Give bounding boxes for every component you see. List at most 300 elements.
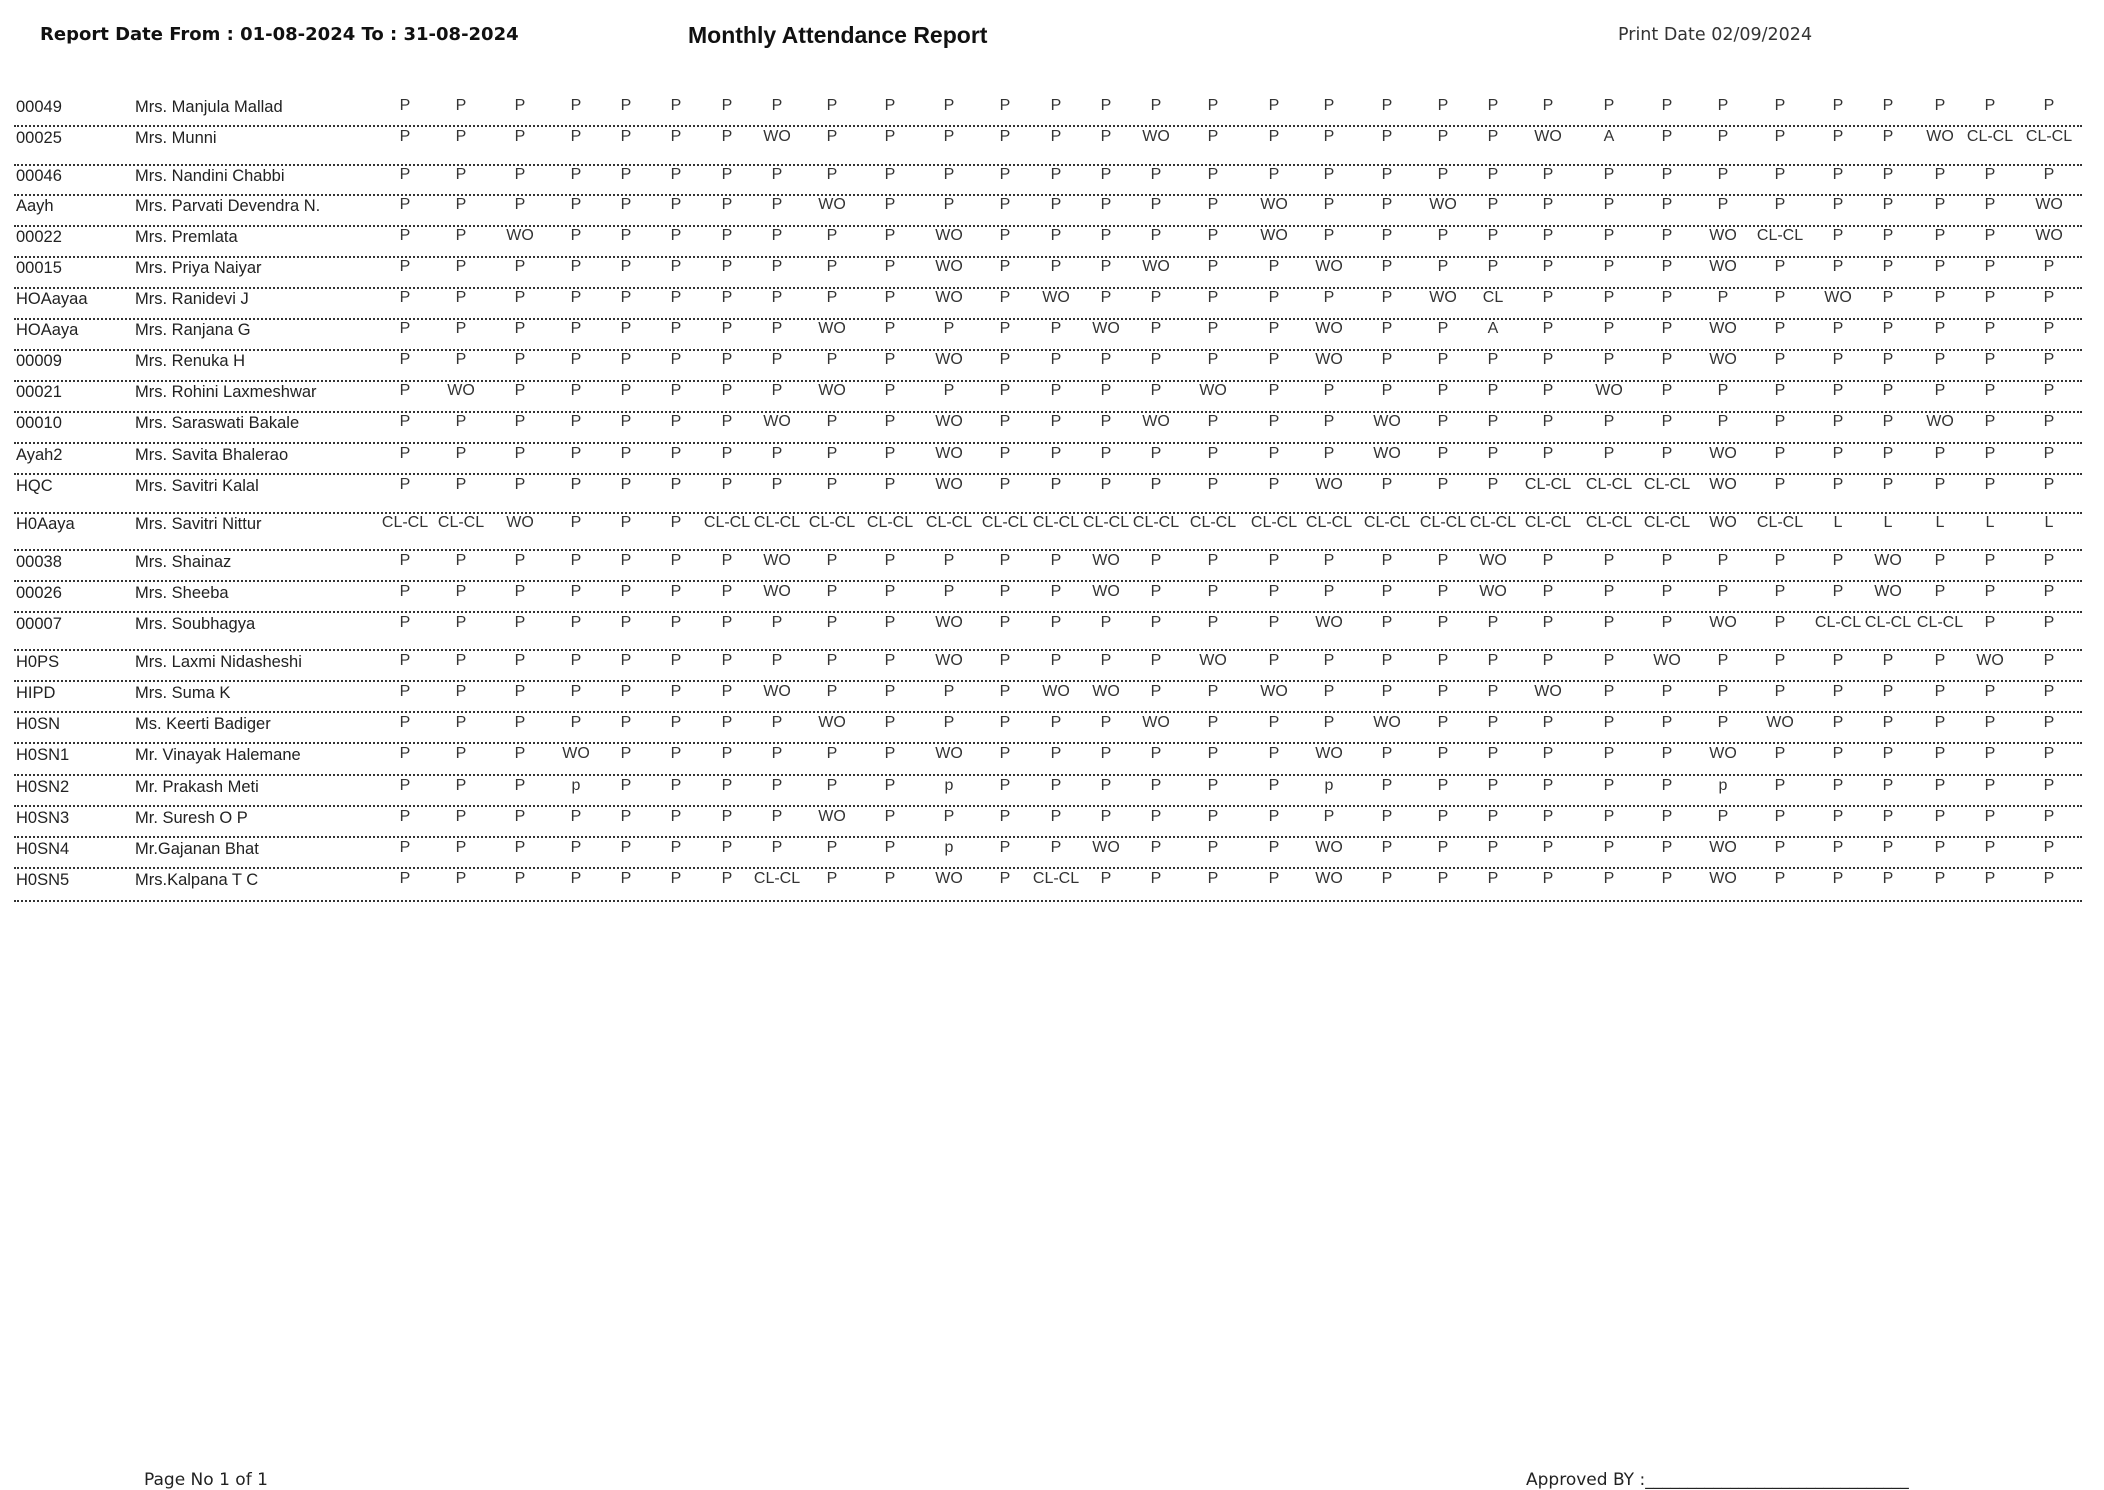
attendance-cell: P xyxy=(943,97,955,114)
attendance-cell: P xyxy=(570,714,582,731)
attendance-cell: P xyxy=(771,445,783,462)
attendance-cell: P xyxy=(884,614,896,631)
attendance-cell: WO xyxy=(1260,683,1288,700)
attendance-cell: P xyxy=(1050,320,1062,337)
attendance-cell: P xyxy=(771,839,783,856)
attendance-cell: P xyxy=(1774,476,1786,493)
attendance-cell: P xyxy=(826,445,838,462)
attendance-cell: P xyxy=(620,128,632,145)
attendance-cell: P xyxy=(771,351,783,368)
attendance-cell: P xyxy=(1542,227,1554,244)
attendance-cell: P xyxy=(1832,382,1844,399)
attendance-cell: P xyxy=(1268,445,1280,462)
attendance-cell: P xyxy=(670,652,682,669)
attendance-cell: P xyxy=(1100,97,1112,114)
attendance-cell: WO xyxy=(1926,413,1954,430)
attendance-cell: P xyxy=(826,97,838,114)
attendance-cell: P xyxy=(1487,476,1499,493)
attendance-cell: P xyxy=(1832,870,1844,887)
row-separator xyxy=(14,411,2082,413)
attendance-cell: P xyxy=(943,196,955,213)
attendance-cell: P xyxy=(1268,745,1280,762)
attendance-cell: P xyxy=(1207,289,1219,306)
attendance-cell: CL-CL xyxy=(703,514,751,531)
attendance-cell: P xyxy=(514,870,526,887)
attendance-cell: P xyxy=(1882,870,1894,887)
attendance-cell: P xyxy=(1774,382,1786,399)
attendance-cell: P xyxy=(620,808,632,825)
attendance-cell: P xyxy=(570,196,582,213)
attendance-cell: P xyxy=(1268,166,1280,183)
attendance-cell: P xyxy=(1487,258,1499,275)
employee-name: Mrs. Saraswati Bakale xyxy=(135,414,300,432)
attendance-cell: P xyxy=(514,445,526,462)
employee-name: Mrs. Ranidevi J xyxy=(135,290,249,308)
attendance-cell: p xyxy=(944,839,954,856)
attendance-cell: P xyxy=(514,583,526,600)
employee-name: Mr. Suresh O P xyxy=(135,809,248,827)
attendance-cell: P xyxy=(1934,351,1946,368)
page-number: Page No 1 of 1 xyxy=(144,1470,268,1490)
attendance-cell: P xyxy=(1100,258,1112,275)
attendance-cell: CL-CL xyxy=(1814,614,1862,631)
attendance-cell: P xyxy=(1603,745,1615,762)
attendance-cell: P xyxy=(1832,97,1844,114)
attendance-cell: WO xyxy=(1315,870,1343,887)
attendance-cell: P xyxy=(514,413,526,430)
attendance-cell: P xyxy=(1100,445,1112,462)
attendance-cell: CL-CL xyxy=(437,514,485,531)
employee-code: 00026 xyxy=(16,584,62,602)
attendance-cell: CL-CL xyxy=(925,514,973,531)
attendance-cell: P xyxy=(1323,552,1335,569)
attendance-cell: P xyxy=(1661,583,1673,600)
attendance-cell: P xyxy=(1542,870,1554,887)
attendance-cell: P xyxy=(514,652,526,669)
attendance-cell: P xyxy=(1100,351,1112,368)
attendance-cell: P xyxy=(1542,777,1554,794)
attendance-cell: P xyxy=(1774,128,1786,145)
attendance-cell: P xyxy=(620,839,632,856)
attendance-cell: WO xyxy=(818,714,846,731)
attendance-cell: P xyxy=(455,289,467,306)
attendance-cell: P xyxy=(514,745,526,762)
attendance-cell: P xyxy=(1487,351,1499,368)
attendance-cell: P xyxy=(1150,382,1162,399)
attendance-cell: P xyxy=(943,320,955,337)
attendance-cell: CL-CL xyxy=(2025,128,2073,145)
attendance-cell: P xyxy=(1323,97,1335,114)
attendance-cell: P xyxy=(999,97,1011,114)
attendance-cell: P xyxy=(620,289,632,306)
attendance-cell: WO xyxy=(1824,289,1852,306)
attendance-cell: P xyxy=(620,870,632,887)
attendance-cell: P xyxy=(1542,413,1554,430)
attendance-cell: P xyxy=(1984,552,1996,569)
row-separator xyxy=(14,442,2082,444)
attendance-cell: P xyxy=(999,614,1011,631)
attendance-cell: WO xyxy=(1709,514,1737,531)
attendance-cell: P xyxy=(884,320,896,337)
attendance-cell: P xyxy=(620,777,632,794)
row-separator xyxy=(14,473,2082,475)
attendance-cell: P xyxy=(1661,258,1673,275)
attendance-cell: P xyxy=(399,128,411,145)
attendance-cell: P xyxy=(1774,652,1786,669)
employee-code: H0PS xyxy=(16,653,60,671)
attendance-cell: P xyxy=(943,583,955,600)
attendance-cell: P xyxy=(1487,227,1499,244)
attendance-cell: P xyxy=(1207,777,1219,794)
attendance-cell: P xyxy=(1603,683,1615,700)
attendance-cell: L xyxy=(2044,514,2054,531)
attendance-cell: WO xyxy=(818,320,846,337)
attendance-cell: P xyxy=(570,351,582,368)
attendance-cell: P xyxy=(1437,839,1449,856)
attendance-cell: P xyxy=(1984,166,1996,183)
attendance-cell: WO xyxy=(1042,289,1070,306)
attendance-cell: CL-CL xyxy=(1419,514,1467,531)
row-separator xyxy=(14,125,2082,127)
attendance-cell: P xyxy=(721,413,733,430)
attendance-cell: P xyxy=(826,652,838,669)
attendance-cell: WO xyxy=(1976,652,2004,669)
attendance-cell: P xyxy=(1603,227,1615,244)
employee-name: Mrs. Manjula Mallad xyxy=(135,98,283,116)
attendance-cell: P xyxy=(721,166,733,183)
attendance-cell: WO xyxy=(1142,258,1170,275)
attendance-cell: P xyxy=(570,320,582,337)
attendance-cell: p xyxy=(944,777,954,794)
attendance-cell: P xyxy=(1381,583,1393,600)
attendance-cell: WO xyxy=(935,351,963,368)
attendance-cell: WO xyxy=(1092,552,1120,569)
row-separator xyxy=(14,318,2082,320)
attendance-cell: L xyxy=(1833,514,1843,531)
attendance-cell: P xyxy=(2043,870,2055,887)
attendance-cell: P xyxy=(1603,445,1615,462)
attendance-cell: P xyxy=(1934,476,1946,493)
attendance-cell: P xyxy=(1207,476,1219,493)
attendance-cell: P xyxy=(620,614,632,631)
attendance-cell: P xyxy=(570,552,582,569)
attendance-cell: P xyxy=(1661,745,1673,762)
attendance-cell: P xyxy=(1934,683,1946,700)
attendance-cell: P xyxy=(721,583,733,600)
attendance-cell: P xyxy=(721,839,733,856)
attendance-cell: P xyxy=(1934,777,1946,794)
attendance-cell: P xyxy=(1603,870,1615,887)
attendance-cell: P xyxy=(1832,413,1844,430)
attendance-cell: P xyxy=(1437,128,1449,145)
attendance-cell: P xyxy=(1832,745,1844,762)
attendance-cell: P xyxy=(999,476,1011,493)
attendance-cell: P xyxy=(1882,652,1894,669)
attendance-cell: P xyxy=(1100,476,1112,493)
attendance-cell: P xyxy=(1050,97,1062,114)
employee-name: Mrs. Renuka H xyxy=(135,352,246,370)
attendance-cell: P xyxy=(1050,745,1062,762)
row-separator xyxy=(14,836,2082,838)
attendance-cell: WO xyxy=(935,289,963,306)
employee-code: H0Aaya xyxy=(16,515,75,533)
attendance-cell: P xyxy=(1661,808,1673,825)
attendance-cell: WO xyxy=(1709,476,1737,493)
attendance-cell: P xyxy=(1984,413,1996,430)
row-separator xyxy=(14,611,2082,613)
attendance-cell: WO xyxy=(506,227,534,244)
attendance-cell: P xyxy=(1832,320,1844,337)
attendance-cell: P xyxy=(1323,128,1335,145)
attendance-cell: P xyxy=(1934,445,1946,462)
attendance-cell: P xyxy=(514,289,526,306)
attendance-cell: P xyxy=(1100,870,1112,887)
attendance-cell: P xyxy=(1150,289,1162,306)
attendance-cell: P xyxy=(999,583,1011,600)
attendance-cell: CL-CL xyxy=(1032,870,1080,887)
attendance-cell: WO xyxy=(1709,745,1737,762)
row-separator xyxy=(14,256,2082,258)
attendance-cell: P xyxy=(1100,128,1112,145)
attendance-cell: P xyxy=(1268,476,1280,493)
attendance-cell: P xyxy=(1207,870,1219,887)
attendance-cell: P xyxy=(1542,808,1554,825)
attendance-cell: P xyxy=(2043,552,2055,569)
attendance-cell: WO xyxy=(763,683,791,700)
attendance-cell: P xyxy=(620,258,632,275)
attendance-cell: P xyxy=(771,382,783,399)
attendance-cell: P xyxy=(399,166,411,183)
attendance-cell: P xyxy=(1323,652,1335,669)
attendance-cell: P xyxy=(826,476,838,493)
attendance-cell: P xyxy=(399,808,411,825)
attendance-cell: P xyxy=(1381,196,1393,213)
attendance-cell: P xyxy=(1268,351,1280,368)
attendance-cell: P xyxy=(1437,614,1449,631)
attendance-cell: P xyxy=(1717,289,1729,306)
attendance-cell: P xyxy=(399,258,411,275)
attendance-cell: P xyxy=(399,320,411,337)
attendance-cell: P xyxy=(1832,839,1844,856)
attendance-cell: P xyxy=(455,166,467,183)
attendance-cell: P xyxy=(1774,351,1786,368)
employee-name: Mrs. Sheeba xyxy=(135,584,229,602)
attendance-cell: P xyxy=(1934,382,1946,399)
attendance-cell: P xyxy=(884,839,896,856)
attendance-cell: P xyxy=(2043,745,2055,762)
attendance-cell: CL-CL xyxy=(1585,476,1633,493)
attendance-cell: P xyxy=(1100,166,1112,183)
attendance-cell: P xyxy=(455,583,467,600)
attendance-cell: P xyxy=(514,128,526,145)
attendance-cell: P xyxy=(771,320,783,337)
attendance-cell: P xyxy=(1381,166,1393,183)
attendance-cell: P xyxy=(670,166,682,183)
employee-code: 00015 xyxy=(16,259,62,277)
attendance-cell: P xyxy=(826,583,838,600)
attendance-cell: P xyxy=(1661,777,1673,794)
attendance-cell: P xyxy=(670,351,682,368)
attendance-cell: P xyxy=(2043,382,2055,399)
attendance-cell: WO xyxy=(1315,745,1343,762)
attendance-cell: P xyxy=(1542,614,1554,631)
attendance-cell: P xyxy=(570,382,582,399)
row-separator xyxy=(14,649,2082,651)
attendance-cell: P xyxy=(1050,382,1062,399)
attendance-cell: P xyxy=(670,258,682,275)
attendance-cell: P xyxy=(1717,128,1729,145)
attendance-cell: CL-CL xyxy=(1363,514,1411,531)
attendance-cell: P xyxy=(2043,808,2055,825)
attendance-cell: P xyxy=(1050,714,1062,731)
attendance-cell: WO xyxy=(935,258,963,275)
attendance-cell: P xyxy=(1050,476,1062,493)
attendance-cell: P xyxy=(1661,227,1673,244)
attendance-cell: P xyxy=(570,413,582,430)
attendance-cell: P xyxy=(455,652,467,669)
attendance-cell: P xyxy=(999,777,1011,794)
attendance-cell: WO xyxy=(1199,652,1227,669)
attendance-cell: P xyxy=(2043,97,2055,114)
attendance-cell: P xyxy=(1832,166,1844,183)
attendance-cell: P xyxy=(455,476,467,493)
employee-code: HOAaya xyxy=(16,321,79,339)
attendance-cell: P xyxy=(1542,351,1554,368)
attendance-cell: P xyxy=(1268,652,1280,669)
attendance-cell: P xyxy=(1150,583,1162,600)
attendance-cell: CL-CL xyxy=(1250,514,1298,531)
report-title: Monthly Attendance Report xyxy=(688,22,988,48)
attendance-cell: P xyxy=(570,614,582,631)
attendance-cell: WO xyxy=(935,476,963,493)
attendance-cell: P xyxy=(884,652,896,669)
attendance-cell: P xyxy=(399,552,411,569)
attendance-cell: CL-CL xyxy=(808,514,856,531)
attendance-cell: P xyxy=(670,445,682,462)
attendance-cell: P xyxy=(1207,683,1219,700)
attendance-cell: WO xyxy=(1373,714,1401,731)
attendance-cell: P xyxy=(771,476,783,493)
approved-by: Approved BY :_______________________________ xyxy=(1526,1470,1909,1490)
attendance-cell: WO xyxy=(763,583,791,600)
attendance-cell: P xyxy=(1661,97,1673,114)
attendance-cell: P xyxy=(826,351,838,368)
attendance-cell: P xyxy=(1100,652,1112,669)
attendance-cell: WO xyxy=(1260,227,1288,244)
attendance-cell: P xyxy=(1487,870,1499,887)
attendance-cell: P xyxy=(1437,652,1449,669)
attendance-cell: P xyxy=(455,320,467,337)
attendance-cell: L xyxy=(1935,514,1945,531)
attendance-cell: CL-CL xyxy=(1082,514,1130,531)
attendance-cell: P xyxy=(1050,258,1062,275)
attendance-cell: P xyxy=(1150,166,1162,183)
attendance-cell: WO xyxy=(1142,128,1170,145)
attendance-cell: P xyxy=(570,166,582,183)
attendance-cell: P xyxy=(1150,777,1162,794)
attendance-cell: P xyxy=(455,128,467,145)
attendance-cell: P xyxy=(721,128,733,145)
attendance-cell: P xyxy=(455,870,467,887)
attendance-cell: P xyxy=(1268,258,1280,275)
attendance-cell: P xyxy=(1268,808,1280,825)
attendance-cell: P xyxy=(1323,166,1335,183)
attendance-cell: P xyxy=(1661,714,1673,731)
attendance-cell: P xyxy=(943,683,955,700)
attendance-cell: A xyxy=(1603,128,1615,145)
attendance-cell: WO xyxy=(1653,652,1681,669)
attendance-cell: P xyxy=(1882,476,1894,493)
attendance-cell: P xyxy=(1437,445,1449,462)
attendance-cell: WO xyxy=(2035,196,2063,213)
attendance-cell: P xyxy=(771,258,783,275)
attendance-cell: P xyxy=(399,227,411,244)
attendance-cell: P xyxy=(2043,351,2055,368)
attendance-cell: P xyxy=(1207,552,1219,569)
attendance-cell: P xyxy=(1437,382,1449,399)
attendance-cell: P xyxy=(999,870,1011,887)
attendance-cell: P xyxy=(1207,166,1219,183)
row-separator xyxy=(14,774,2082,776)
attendance-cell: P xyxy=(570,258,582,275)
attendance-cell: P xyxy=(1487,808,1499,825)
attendance-cell: P xyxy=(721,745,733,762)
attendance-cell: P xyxy=(1050,413,1062,430)
attendance-cell: P xyxy=(399,351,411,368)
attendance-cell: P xyxy=(1207,351,1219,368)
attendance-cell: P xyxy=(399,745,411,762)
attendance-cell: CL-CL xyxy=(1585,514,1633,531)
attendance-cell: P xyxy=(670,839,682,856)
attendance-cell: P xyxy=(455,614,467,631)
attendance-cell: P xyxy=(670,227,682,244)
attendance-cell: P xyxy=(1381,552,1393,569)
attendance-cell: P xyxy=(1603,97,1615,114)
attendance-cell: P xyxy=(1774,445,1786,462)
attendance-cell: P xyxy=(1984,777,1996,794)
attendance-cell: P xyxy=(1381,870,1393,887)
attendance-cell: P xyxy=(771,196,783,213)
attendance-cell: P xyxy=(1207,839,1219,856)
attendance-cell: P xyxy=(826,614,838,631)
attendance-cell: P xyxy=(670,583,682,600)
attendance-cell: WO xyxy=(763,413,791,430)
attendance-cell: P xyxy=(620,166,632,183)
row-separator xyxy=(14,194,2082,196)
attendance-cell: P xyxy=(455,683,467,700)
attendance-cell: P xyxy=(455,227,467,244)
attendance-cell: P xyxy=(570,808,582,825)
attendance-cell: P xyxy=(620,382,632,399)
attendance-cell: P xyxy=(2043,652,2055,669)
row-separator xyxy=(14,900,2082,902)
attendance-cell: P xyxy=(620,320,632,337)
attendance-cell: P xyxy=(1984,382,1996,399)
attendance-cell: P xyxy=(826,413,838,430)
attendance-cell: WO xyxy=(935,614,963,631)
attendance-cell: P xyxy=(721,652,733,669)
attendance-cell: P xyxy=(399,382,411,399)
employee-code: HOAayaa xyxy=(16,290,88,308)
attendance-cell: P xyxy=(1984,839,1996,856)
attendance-cell: P xyxy=(943,382,955,399)
attendance-cell: WO xyxy=(818,382,846,399)
attendance-cell: P xyxy=(1882,227,1894,244)
attendance-cell: P xyxy=(570,128,582,145)
attendance-cell: A xyxy=(1487,320,1499,337)
attendance-cell: P xyxy=(999,652,1011,669)
attendance-cell: P xyxy=(1717,413,1729,430)
